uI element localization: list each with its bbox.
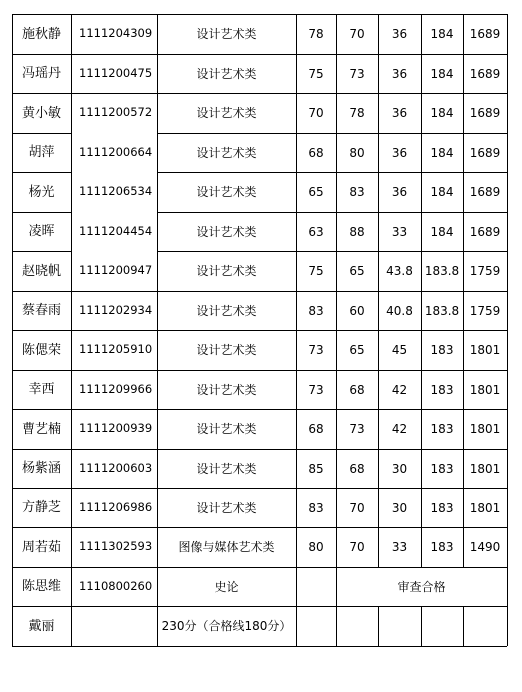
cell-s2: 78 [349,106,365,120]
cell-score: 230分（合格线180分） [161,619,292,633]
cell-s2: 65 [349,343,365,357]
cell-s3: 30 [391,500,408,515]
cell-rank: 1490 [469,540,501,554]
cell-s3: 36 [391,66,408,81]
cell-s1: 73 [308,343,324,357]
cell-name: 陈偲荣 [21,342,61,358]
cell-s1: 75 [308,264,324,278]
cell-name: 周若茹 [21,539,61,555]
cell-s4: 183 [430,500,454,515]
cell-rank: 1801 [469,461,501,476]
cell-name: 黄小敏 [21,105,61,121]
cell-rank: 1801 [469,422,501,436]
cell-major: 设计艺术类 [196,343,257,357]
cell-name: 陈思维 [21,579,61,594]
cell-rank: 1801 [469,343,501,357]
cell-id: 1111206986 [79,499,153,514]
cell-s4: 183 [430,343,454,357]
cell-major: 设计艺术类 [196,461,257,476]
cell-name: 胡萍 [28,145,55,160]
cell-rank: 1689 [469,145,501,160]
cell-rank: 1801 [469,500,501,515]
cell-id: 1111204309 [79,26,153,41]
cell-s4: 183 [430,540,454,554]
cell-s4: 184 [430,185,454,199]
cell-s2: 70 [349,540,365,554]
cell-major: 设计艺术类 [196,264,257,278]
cell-id: 1111205910 [79,342,153,357]
cell-name: 杨紫涵 [21,461,61,476]
cell-rank: 1689 [469,66,501,81]
cell-major: 设计艺术类 [196,145,257,160]
cell-id: 1111202934 [79,302,153,317]
cell-s3: 36 [391,106,408,120]
cell-s1: 65 [308,185,324,199]
cell-rank: 1689 [469,106,501,120]
cell-status: 审查合格 [397,579,446,594]
cell-major: 设计艺术类 [196,27,257,41]
cell-s3: 33 [391,224,408,239]
cell-s4: 184 [430,27,454,41]
cell-s2: 80 [349,145,365,160]
cell-id: 1111200603 [79,460,153,475]
cell-name: 杨光 [28,184,55,200]
cell-s3: 42 [391,382,408,397]
cell-s2: 73 [349,66,365,81]
cell-s4: 184 [430,66,454,81]
cell-s2: 60 [349,303,365,318]
cell-id: 1111200572 [79,105,153,120]
cell-s1: 80 [308,540,324,554]
cell-s1: 83 [308,500,324,515]
cell-s1: 85 [308,461,324,476]
cell-s4: 184 [430,224,454,239]
cell-s2: 70 [349,500,365,515]
cell-s4: 183 [430,461,454,476]
cell-rank: 1759 [469,264,501,278]
cell-s3: 36 [391,145,408,160]
cell-major: 设计艺术类 [196,106,257,120]
cell-major: 设计艺术类 [196,422,257,436]
cell-id: 1110800260 [79,578,153,593]
cell-major: 设计艺术类 [196,185,257,199]
cell-id: 1111200947 [79,263,153,278]
cell-name: 凌晖 [28,224,55,239]
cell-s3: 33 [391,540,408,554]
cell-s3: 43.8 [386,264,413,278]
cell-name: 方静芝 [21,500,61,515]
cell-s1: 78 [308,27,324,41]
cell-name: 蔡春雨 [21,303,61,318]
cell-s1: 68 [308,422,324,436]
cell-s2: 70 [349,27,365,41]
cell-id: 1111209966 [79,381,153,396]
cell-name: 赵晓帆 [21,263,61,279]
cell-s2: 73 [349,422,365,436]
cell-s4: 183.8 [424,303,460,318]
cell-major: 设计艺术类 [196,303,257,318]
cell-rank: 1689 [469,27,501,41]
cell-s2: 68 [349,382,365,397]
cell-name: 曹艺楠 [21,421,61,437]
cell-s1: 70 [308,106,324,120]
cell-id: 1111200664 [79,144,153,159]
cell-name: 幸西 [28,382,55,397]
cell-s4: 183 [430,382,454,397]
cell-major: 设计艺术类 [196,500,257,515]
cell-s3: 36 [391,185,408,199]
cell-id: 1111204454 [79,223,153,238]
cell-major: 设计艺术类 [196,224,257,239]
cell-major: 设计艺术类 [196,382,257,397]
cell-name: 冯瑶丹 [21,66,61,81]
cell-s3: 42 [391,422,408,436]
cell-id: 1111200939 [79,421,153,436]
cell-s3: 40.8 [386,303,413,318]
cell-s4: 184 [430,106,454,120]
cell-id: 1111200475 [79,65,153,80]
cell-s2: 68 [349,461,365,476]
cell-s3: 30 [391,461,408,476]
cell-s3: 36 [391,27,408,41]
cell-s2: 88 [349,224,365,239]
cell-s1: 73 [308,382,324,397]
cell-s4: 183.8 [424,264,460,278]
cell-name: 施秋静 [21,26,61,42]
cell-name: 戴丽 [28,618,55,634]
cell-s1: 83 [308,303,324,318]
cell-rank: 1801 [469,382,501,397]
cell-s1: 75 [308,66,324,81]
cell-rank: 1689 [469,185,501,199]
cell-major: 图像与媒体艺术类 [178,540,275,554]
cell-rank: 1689 [469,224,501,239]
cell-s1: 68 [308,145,324,160]
cell-major: 史论 [214,579,239,594]
cell-rank: 1759 [469,303,501,318]
cell-s3: 45 [391,343,408,357]
cell-s2: 65 [349,264,365,278]
cell-major: 设计艺术类 [196,66,257,81]
cell-s4: 183 [430,422,454,436]
cell-s1: 63 [308,224,324,239]
cell-s4: 184 [430,145,454,160]
cell-s2: 83 [349,185,365,199]
cell-id: 1111206534 [79,184,153,199]
cell-id: 1111302593 [79,539,153,554]
